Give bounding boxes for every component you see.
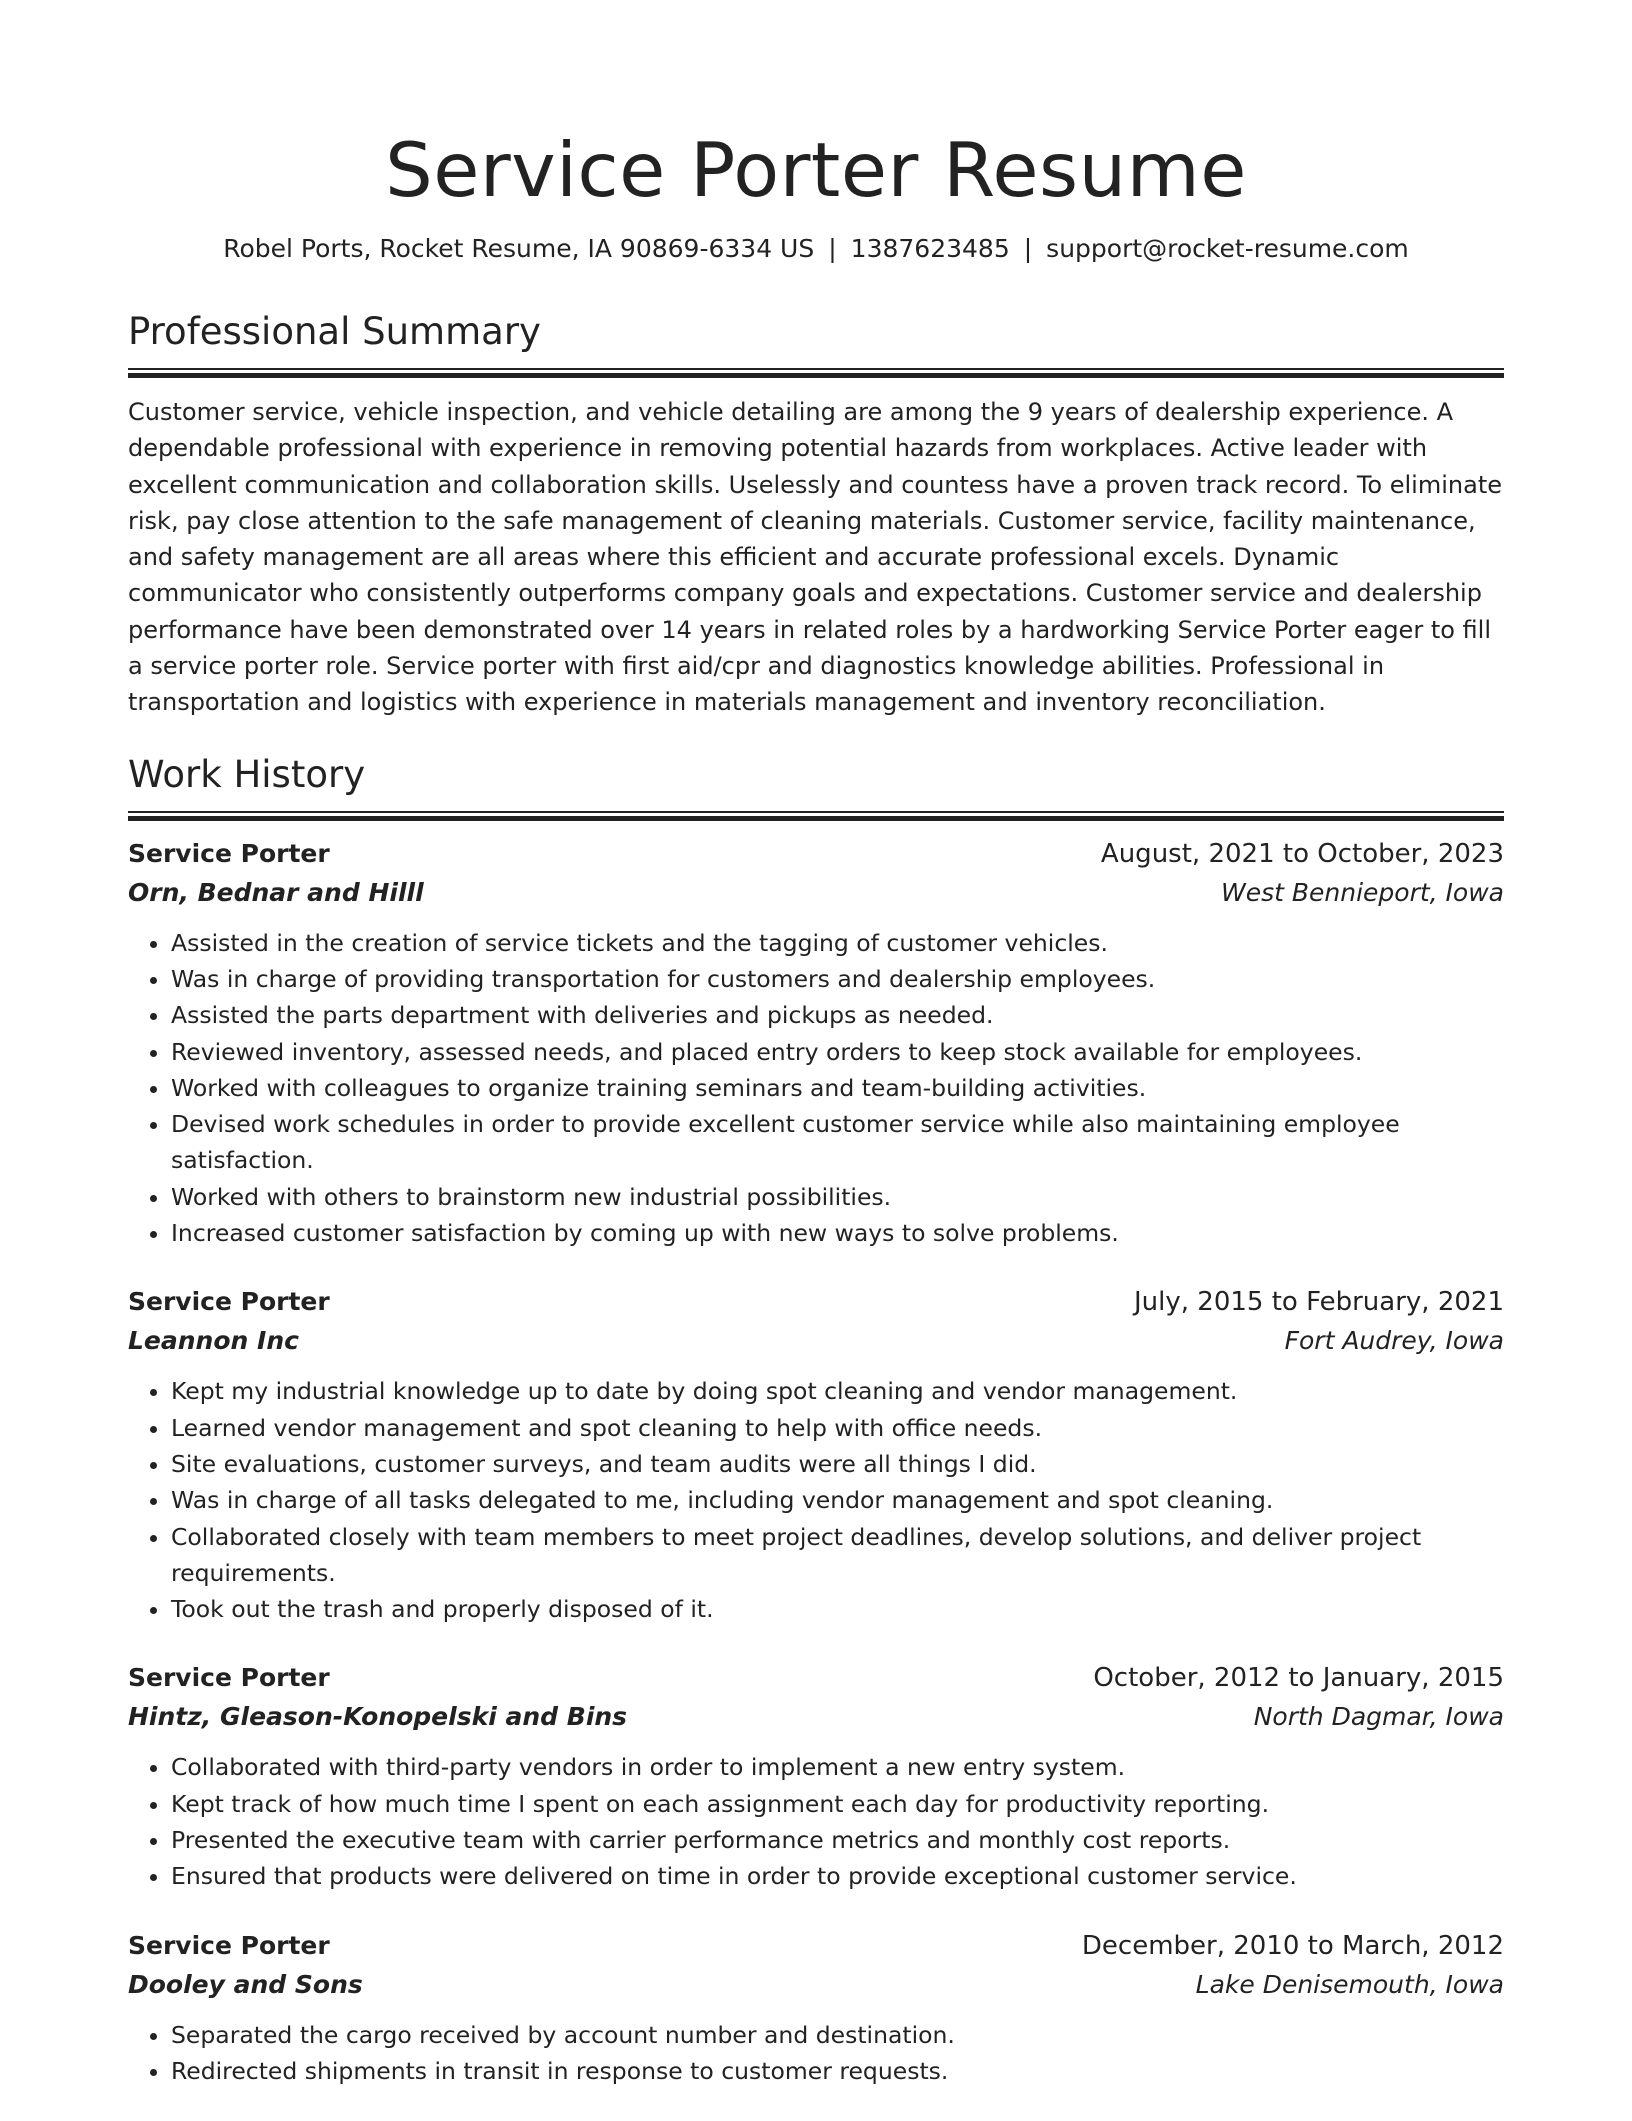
- job-title: Service Porter: [128, 1663, 330, 1693]
- job-title: Service Porter: [128, 838, 330, 868]
- list-item: • Was in charge of all tasks delegated to me, including vendor management and spot cleaning.: [171, 1482, 1504, 1518]
- list-item: • Worked with others to brainstorm new industrial possibilities.: [171, 1179, 1504, 1215]
- contact-separator: |: [828, 234, 837, 263]
- job-entry: [128, 835, 1504, 1252]
- list-item: • Ensured that products were delivered on time in order to provide exceptional customer service.: [171, 1858, 1504, 1894]
- list-item: • Site evaluations, customer surveys, and team audits were all things I did.: [171, 1446, 1504, 1482]
- job-location: North Dagmar, Iowa: [1253, 1702, 1504, 1732]
- list-item: • Assisted the parts department with deliveries and pickups as needed.: [171, 997, 1504, 1033]
- job-company: Leannon Inc: [128, 1326, 299, 1356]
- job-company-row: [128, 1321, 1504, 1361]
- job-dates: August, 2021 to October, 2023: [1100, 838, 1504, 869]
- contact-email[interactable]: support@rocket-resume.com: [1046, 234, 1409, 263]
- job-title: Service Porter: [128, 1287, 330, 1317]
- list-item: • Assisted in the creation of service tickets and the tagging of customer vehicles.: [171, 925, 1504, 961]
- list-item: • Presented the executive team with carrier performance metrics and monthly cost reports.: [171, 1822, 1504, 1858]
- list-item: • Reviewed inventory, assessed needs, and placed entry orders to keep stock available for employees.: [171, 1034, 1504, 1070]
- job-bullet-list: [128, 2017, 1504, 2090]
- list-item: • Took out the trash and properly disposed of it.: [171, 1591, 1504, 1627]
- job-header-row: [128, 1659, 1504, 1697]
- job-list: [128, 835, 1504, 2090]
- list-item: • Collaborated with third-party vendors in order to implement a new entry system.: [171, 1749, 1504, 1785]
- list-item: • Redirected shipments in transit in response to customer requests.: [171, 2053, 1504, 2089]
- list-item: • Kept my industrial knowledge up to date by doing spot cleaning and vendor management.: [171, 1373, 1504, 1409]
- section-divider: [128, 811, 1504, 821]
- list-item: • Increased customer satisfaction by coming up with new ways to solve problems.: [171, 1215, 1504, 1251]
- job-entry: [128, 1927, 1504, 2090]
- section-heading-summary: Professional Summary: [128, 310, 541, 353]
- list-item: • Devised work schedules in order to provide excellent customer service while also maintaining employee satisfaction.: [171, 1106, 1504, 1179]
- job-entry: [128, 1283, 1504, 1627]
- job-company: Hintz, Gleason-Konopelski and Bins: [128, 1702, 628, 1732]
- list-item: • Kept track of how much time I spent on each assignment each day for productivity reporting.: [171, 1786, 1504, 1822]
- job-dates: October, 2012 to January, 2015: [1093, 1663, 1504, 1694]
- resume-page: [128, 0, 1504, 2121]
- job-company-row: [128, 1697, 1504, 1737]
- section-divider: [128, 368, 1504, 378]
- job-location: Fort Audrey, Iowa: [1284, 1326, 1504, 1356]
- job-header-row: [128, 835, 1504, 873]
- job-header-row: [128, 1283, 1504, 1321]
- contact-address: Robel Ports, Rocket Resume, IA 90869-6334 US: [223, 234, 815, 263]
- job-header-row: [128, 1927, 1504, 1965]
- list-item: • Separated the cargo received by account number and destination.: [171, 2017, 1504, 2053]
- job-company-row: [128, 1965, 1504, 2005]
- job-location: Lake Denisemouth, Iowa: [1195, 1969, 1504, 1999]
- contact-separator: |: [1023, 234, 1033, 263]
- job-entry: [128, 1659, 1504, 1894]
- contact-line: [128, 232, 1504, 266]
- list-item: • Was in charge of providing transportation for customers and dealership employees.: [171, 961, 1504, 997]
- contact-phone: 1387623485: [850, 234, 1010, 263]
- job-company: Orn, Bednar and Hilll: [128, 877, 424, 907]
- job-company: Dooley and Sons: [128, 1969, 363, 1999]
- list-item: • Worked with colleagues to organize training seminars and team-building activities.: [171, 1070, 1504, 1106]
- summary-text: Customer service, vehicle inspection, and vehicle detailing are among the 9 years of dealership experience. A dependable professional with experience in removing potential hazards from workplaces. Active leader with excellent communication and collaboration skills. Uselessly and countess have a proven track record. To eliminate risk, pay close attention to the safe management of cleaning materials. Customer service, facility maintenance, and safety management are all areas where this efficient and accurate professional excels. Dynamic communicator who consistently outperforms company goals and expectations. Customer service and dealership performance have been demonstrated over 14 years in related roles by a hardworking Service Porter eager to fill a service porter role. Service porter with first aid/cpr and diagnostics knowledge abilities. Professional in transportation and logistics with experience in materials management and inventory reconciliation.: [128, 398, 1502, 717]
- professional-summary-section: [128, 308, 1504, 721]
- list-item: • Collaborated closely with team members to meet project deadlines, develop solutions, and deliver project requirements.: [171, 1519, 1504, 1592]
- work-history-section: [128, 751, 1504, 2090]
- job-bullet-list: [128, 925, 1504, 1252]
- job-dates: July, 2015 to February, 2021: [1134, 1287, 1504, 1318]
- list-item: • Learned vendor management and spot cleaning to help with office needs.: [171, 1410, 1504, 1446]
- section-heading-work-history: Work History: [128, 752, 366, 796]
- job-title: Service Porter: [128, 1930, 330, 1960]
- job-location: West Bennieport, Iowa: [1221, 877, 1504, 907]
- job-bullet-list: [128, 1373, 1504, 1627]
- job-company-row: [128, 873, 1504, 913]
- resume-title: Service Porter Resume: [385, 126, 1247, 214]
- job-bullet-list: [128, 1749, 1504, 1894]
- job-dates: December, 2010 to March, 2012: [1081, 1930, 1504, 1961]
